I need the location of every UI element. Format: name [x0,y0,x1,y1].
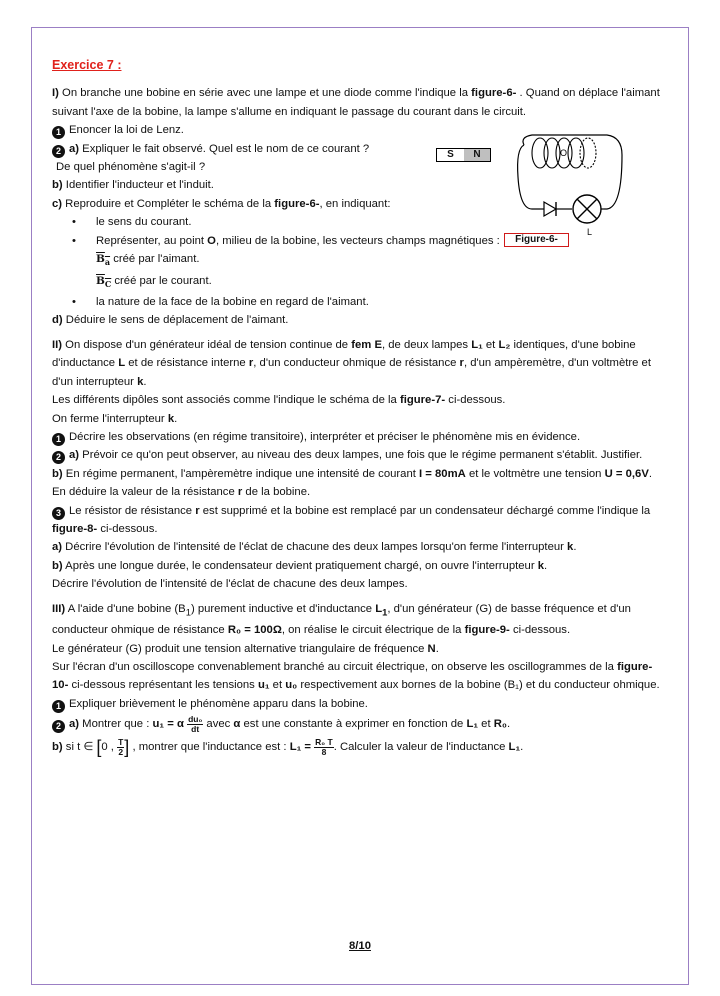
number-2-icon: 2 [52,145,65,158]
number-1-icon: 1 [52,126,65,139]
point-o-label: O [560,148,568,158]
number-2-icon: 2 [52,720,65,733]
part2-q3: 3 Le résistor de résistance r est supprimé et la bobine est remplacé par un condensateur déchargé comme l'indique la figure-8- ci-dessous. [52,504,651,535]
part1-qd: d) Déduire le sens de déplacement de l'aimant. [52,314,289,327]
part2-q2a: 2 a) Prévoir ce qu'on peut observer, au niveau des deux lampes, une fois que le régime permanent s'établit. Justifier. [52,446,662,464]
exercise-title: Exercice 7 : [52,58,122,72]
part2-deduce: En déduire la valeur de la résistance r de la bobine. [52,486,311,499]
part1-bullet-1: • le sens du courant. [52,213,662,231]
fraction-t-2: $\frac{T}{2}$ [118,736,124,757]
diode-icon [544,202,556,216]
part3-intro: III) A l'aide d'une bobine $(B_1)$ purement inductive et d'inductance $L_1$, d'un générateur (G) de basse fréquence et d'un conducteur ohmique de résistance R₀ = 100Ω, on réalise le circuit électrique de la figure-9- ci-dessous. [52,602,631,637]
page-number: 8/10 [349,940,371,952]
part1-vector-bc: $B_C$ créé par le courant. [96,274,212,289]
part3-generator: Le générateur (G) produit une tension alternative triangulaire de fréquence N. [52,642,439,655]
part2-close: On ferme l'interrupteur k. [52,412,178,425]
part1-q2a-cont: De quel phénomène s'agit-il ? [56,161,206,174]
part1-bullet-2: • Représenter, au point O, milieu de la bobine, les vecteurs champs magnétiques : [52,232,662,250]
part1-vector-ba: $B_a$ créé par l'aimant. [96,253,200,268]
magnet: S N [436,148,491,162]
part3-oscillo: Sur l'écran d'un oscilloscope convenablement branché au circuit électrique, on observe les oscillogrammes de la figure-10- ci-dessous représentant les tensions u₁ et u₀ respectivement aux bornes de la bobine (B₁) et du conducteur ohmique. [52,661,660,692]
part1-qc: c) Reproduire et Compléter le schéma de la figure-6-, en indiquant: [52,197,391,210]
part1-q2a: 2 a) Expliquer le fait observé. Quel est le nom de ce courant ? [52,140,662,158]
part2-assoc: Les différents dipôles sont associés comme l'indique le schéma de la figure-7- ci-dessous. [52,394,506,407]
part3-q1: 1 Expliquer brièvement le phénomène apparu dans la bobine. [52,695,662,713]
part1-bullet-3: • la nature de la face de la bobine en regard de l'aimant. [52,293,662,311]
part3-qb: b) si t ∈ [0 , $\frac{T}{2}$ ] , montrer que l'inductance est : L₁ = $\frac{\text{R₀ T}}{8}$ . Calculer la valeur de l'inductance L₁. [52,736,524,758]
part2-q3b: b) Après une longue durée, le condensateur devient pratiquement chargé, on ouvre l'interrupteur k. [52,559,548,572]
number-3-icon: 3 [52,507,65,520]
figure-6 [432,127,632,249]
part1-q1: 1 Enoncer la loi de Lenz. [52,121,662,139]
number-1-icon: 1 [52,700,65,713]
number-2-icon: 2 [52,451,65,464]
figure-6-caption: Figure-6- [504,233,569,247]
part3-q2a: 2 a) Montrer que : u₁ = α $\frac{\text{du₀}}{dt}$ avec α est une constante à exprimer en fonction de L₁ et R₀. [52,713,662,735]
number-1-icon: 1 [52,433,65,446]
fraction-du0-dt: $\frac{\text{du₀}}{dt}$ [188,713,203,734]
fraction-r0t-8: $\frac{\text{R₀ T}}{8}$ [315,736,333,757]
part2-q1: 1 Décrire les observations (en régime transitoire), interpréter et préciser le phénomène mis en évidence. [52,428,662,446]
circuit-diagram [432,127,632,237]
part2-intro: II) On dispose d'un générateur idéal de tension continue de fem E, de deux lampes L₁ et L₂ identiques, d'une bobine d'inductance L et de résistance interne r, d'un conducteur ohmique de résistance r, d'un ampèremètre, d'un voltmètre et d'un interrupteur k. [52,338,651,388]
part2-q3a: a) Décrire l'évolution de l'intensité de l'éclat de chacune des deux lampes lorsqu'on ferme l'interrupteur k. [52,541,577,554]
part1-intro: I) On branche une bobine en série avec une lampe et une diode comme l'indique la figure-6- . Quand on déplace l'aimant suivant l'axe de la bobine, la lampe s'allume en indiquant le passage du courant dans le circuit. [52,87,660,118]
part2-qb: b) En régime permanent, l'ampèremètre indique une intensité de courant I = 80mA et le voltmètre une tension U = 0,6V. [52,467,653,480]
part1-qb: b) Identifier l'inducteur et l'induit. [52,179,214,192]
part2-q3b-cont: Décrire l'évolution de l'intensité de l'éclat de chacune des deux lampes. [52,578,408,591]
lamp-label: L [587,227,593,237]
